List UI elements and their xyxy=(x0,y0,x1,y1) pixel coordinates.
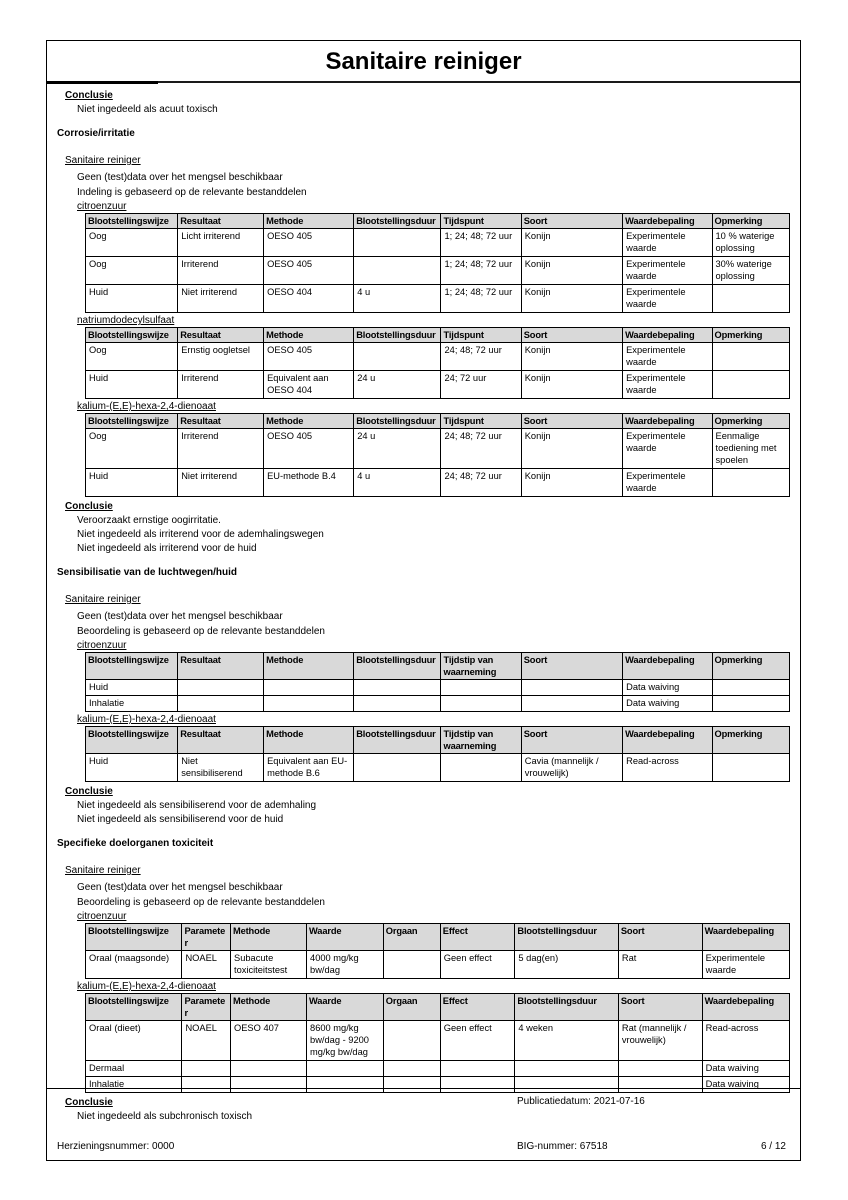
product-name: Sanitaire reiniger xyxy=(65,155,141,166)
section-heading-doelorganen: Specifieke doelorganen toxiciteit xyxy=(57,838,214,849)
table-cell: Huid xyxy=(86,469,178,497)
conclusion-line: Niet ingedeeld als subchronisch toxisch xyxy=(77,1111,253,1122)
table-cell: OESO 407 xyxy=(231,1021,307,1061)
conclusion-line: Niet ingedeeld als sensibiliserend voor de huid xyxy=(77,814,284,825)
table-cell: Konijn xyxy=(521,229,622,257)
conclusion-heading: Conclusie xyxy=(65,501,113,512)
column-header: Waardebepaling xyxy=(623,214,712,229)
column-header: Orgaan xyxy=(383,994,440,1021)
table-cell: Data waiving xyxy=(702,1061,789,1077)
table-cell: Dermaal xyxy=(86,1061,182,1077)
table-row xyxy=(86,229,790,257)
note-line: Beoordeling is gebaseerd op de relevante bestanddelen xyxy=(77,626,325,637)
table-cell xyxy=(712,680,789,696)
table-cell: Niet irriterend xyxy=(178,469,264,497)
column-header: Tijdspunt xyxy=(441,414,521,429)
footer-big-number: BIG-nummer: 67518 xyxy=(517,1141,608,1152)
component-name-natriumdodecylsulfaat: natriumdodecylsulfaat xyxy=(77,315,175,326)
column-header: Waardebepaling xyxy=(702,924,789,951)
toxicity-table xyxy=(85,213,790,313)
column-header: Blootstellingsduur xyxy=(515,994,618,1021)
table-cell: 24; 72 uur xyxy=(441,371,521,399)
title-band xyxy=(47,41,800,83)
table-cell: 8600 mg/kg bw/dag - 9200 mg/kg bw/dag xyxy=(307,1021,384,1061)
table-cell: EU-methode B.4 xyxy=(264,469,354,497)
table-cell: Experimentele waarde xyxy=(702,951,789,979)
table-cell: Konijn xyxy=(521,285,622,313)
note-line: Geen (test)data over het mengsel beschikbaar xyxy=(77,882,283,893)
column-header: Opmerking xyxy=(712,328,789,343)
table-cell: OESO 405 xyxy=(264,257,354,285)
column-header: Blootstellingswijze xyxy=(86,924,182,951)
table-cell xyxy=(712,285,789,313)
table-cell xyxy=(712,696,789,712)
column-header: Opmerking xyxy=(712,214,789,229)
table-cell: Experimentele waarde xyxy=(623,469,712,497)
table-cell xyxy=(354,343,441,371)
table-row xyxy=(86,1061,790,1077)
conclusion-line: Niet ingedeeld als irriterend voor de ademhalingswegen xyxy=(77,529,324,540)
conclusion-line: Veroorzaakt ernstige oogirritatie. xyxy=(77,515,221,526)
column-header: Methode xyxy=(231,994,307,1021)
table-cell: 24; 48; 72 uur xyxy=(441,343,521,371)
table-cell: Irriterend xyxy=(178,371,264,399)
table-cell xyxy=(618,1061,702,1077)
table-header-row xyxy=(86,328,790,343)
table-cell: Geen effect xyxy=(440,951,515,979)
product-name: Sanitaire reiniger xyxy=(65,865,141,876)
table-cell: Oog xyxy=(86,257,178,285)
table-cell xyxy=(178,680,264,696)
column-header: Blootstellingswijze xyxy=(86,214,178,229)
table-cell: 24; 48; 72 uur xyxy=(441,469,521,497)
table-cell xyxy=(712,469,789,497)
note-line: Beoordeling is gebaseerd op de relevante bestanddelen xyxy=(77,897,325,908)
table-cell xyxy=(354,754,441,782)
table-cell xyxy=(441,680,521,696)
component-name-citroenzuur: citroenzuur xyxy=(77,911,127,922)
column-header: Blootstellingsduur xyxy=(354,727,441,754)
note-line: Geen (test)data over het mengsel beschikbaar xyxy=(77,611,283,622)
table-cell: 24; 48; 72 uur xyxy=(441,429,521,469)
column-header: Parameter xyxy=(182,924,231,951)
toxicity-table xyxy=(85,327,790,399)
table-cell: Experimentele waarde xyxy=(623,371,712,399)
conclusion-heading: Conclusie xyxy=(65,90,113,101)
table-cell: Experimentele waarde xyxy=(623,285,712,313)
conclusion-heading: Conclusie xyxy=(65,786,113,797)
table-cell: Inhalatie xyxy=(86,696,178,712)
table-cell: Niet sensibiliserend xyxy=(178,754,264,782)
table-header-row xyxy=(86,727,790,754)
table-cell: Niet irriterend xyxy=(178,285,264,313)
table-cell: OESO 405 xyxy=(264,343,354,371)
table-cell: Experimentele waarde xyxy=(623,257,712,285)
table-cell xyxy=(231,1061,307,1077)
table-cell: OESO 405 xyxy=(264,229,354,257)
table-cell xyxy=(521,680,622,696)
table-cell: Oog xyxy=(86,429,178,469)
table-cell: Eenmalige toediening met spoelen xyxy=(712,429,789,469)
toxicity-table xyxy=(85,726,790,782)
column-header: Blootstellingswijze xyxy=(86,328,178,343)
column-header: Orgaan xyxy=(383,924,440,951)
table-cell: 30% waterige oplossing xyxy=(712,257,789,285)
column-header: Waarde xyxy=(307,924,384,951)
section-heading-sensibilisatie: Sensibilisatie van de luchtwegen/huid xyxy=(57,567,238,578)
column-header: Soort xyxy=(521,653,622,680)
table-cell xyxy=(264,680,354,696)
table-cell: Oraal (maagsonde) xyxy=(86,951,182,979)
table-cell: Data waiving xyxy=(702,1077,789,1093)
table-cell: Rat xyxy=(618,951,702,979)
column-header: Methode xyxy=(264,328,354,343)
page-footer xyxy=(47,1088,800,1160)
table-cell: Read-across xyxy=(623,754,712,782)
column-header: Effect xyxy=(440,994,515,1021)
table-cell: 4000 mg/kg bw/dag xyxy=(307,951,384,979)
table-cell: Experimentele waarde xyxy=(623,429,712,469)
table-cell: Huid xyxy=(86,371,178,399)
table-row xyxy=(86,754,790,782)
table-row xyxy=(86,285,790,313)
column-header: Resultaat xyxy=(178,414,264,429)
table-cell: Licht irriterend xyxy=(178,229,264,257)
table-cell: Equivalent aan OESO 404 xyxy=(264,371,354,399)
table-cell xyxy=(383,951,440,979)
table-cell: 24 u xyxy=(354,429,441,469)
table-cell xyxy=(307,1061,384,1077)
column-header: Resultaat xyxy=(178,727,264,754)
table-cell xyxy=(440,1061,515,1077)
column-header: Blootstellingsduur xyxy=(354,328,441,343)
table-cell: OESO 404 xyxy=(264,285,354,313)
table-cell: Konijn xyxy=(521,371,622,399)
table-cell: Huid xyxy=(86,680,178,696)
toxicity-table xyxy=(85,993,790,1093)
column-header: Methode xyxy=(264,653,354,680)
component-name-citroenzuur: citroenzuur xyxy=(77,640,127,651)
conclusion-line: Niet ingedeeld als irriterend voor de huid xyxy=(77,543,257,554)
table-cell: Konijn xyxy=(521,469,622,497)
table-cell xyxy=(383,1021,440,1061)
conclusion-line: Niet ingedeeld als acuut toxisch xyxy=(77,104,218,115)
column-header: Resultaat xyxy=(178,214,264,229)
column-header: Opmerking xyxy=(712,727,789,754)
table-cell: Ernstig oogletsel xyxy=(178,343,264,371)
table-cell xyxy=(182,1061,231,1077)
column-header: Blootstellingswijze xyxy=(86,994,182,1021)
table-cell: Data waiving xyxy=(623,696,712,712)
column-header: Blootstellingsduur xyxy=(515,924,618,951)
column-header: Blootstellingswijze xyxy=(86,414,178,429)
table-cell xyxy=(515,1061,618,1077)
table-row xyxy=(86,951,790,979)
table-cell: Konijn xyxy=(521,343,622,371)
table-cell: 24 u xyxy=(354,371,441,399)
table-cell xyxy=(383,1061,440,1077)
table-row xyxy=(86,680,790,696)
column-header: Waardebepaling xyxy=(623,653,712,680)
table-cell: 1; 24; 48; 72 uur xyxy=(441,257,521,285)
note-line: Indeling is gebaseerd op de relevante bestanddelen xyxy=(77,187,307,198)
column-header: Methode xyxy=(264,414,354,429)
table-cell: OESO 405 xyxy=(264,429,354,469)
column-header: Methode xyxy=(264,214,354,229)
table-cell: 1; 24; 48; 72 uur xyxy=(441,285,521,313)
table-cell xyxy=(354,696,441,712)
document-content xyxy=(47,83,800,1123)
column-header: Methode xyxy=(264,727,354,754)
table-header-row xyxy=(86,414,790,429)
table-cell: Equivalent aan EU-methode B.6 xyxy=(264,754,354,782)
table-cell: 4 u xyxy=(354,469,441,497)
component-name-kalium: kalium-(E,E)-hexa-2,4-dienoaat xyxy=(77,401,216,412)
page-title: Sanitaire reiniger xyxy=(325,48,522,75)
column-header: Soort xyxy=(521,214,622,229)
footer-revision-number: Herzieningsnummer: 0000 xyxy=(57,1141,175,1152)
table-header-row xyxy=(86,653,790,680)
table-cell xyxy=(521,696,622,712)
table-row xyxy=(86,1021,790,1061)
column-header: Parameter xyxy=(182,994,231,1021)
table-cell: Konijn xyxy=(521,429,622,469)
column-header: Waardebepaling xyxy=(623,727,712,754)
table-header-row xyxy=(86,924,790,951)
column-header: Soort xyxy=(521,727,622,754)
column-header: Tijdspunt xyxy=(441,214,521,229)
table-cell: Experimentele waarde xyxy=(623,229,712,257)
column-header: Tijdspunt xyxy=(441,328,521,343)
column-header: Waardebepaling xyxy=(623,328,712,343)
column-header: Methode xyxy=(231,924,307,951)
column-header: Waardebepaling xyxy=(623,414,712,429)
table-cell: 10 % waterige oplossing xyxy=(712,229,789,257)
table-cell xyxy=(354,680,441,696)
table-cell xyxy=(178,696,264,712)
conclusion-heading: Conclusie xyxy=(65,1097,113,1108)
document-page xyxy=(46,40,801,1161)
table-cell: Irriterend xyxy=(178,429,264,469)
table-cell: Subacute toxiciteitstest xyxy=(231,951,307,979)
column-header: Blootstellingsduur xyxy=(354,414,441,429)
column-header: Soort xyxy=(521,414,622,429)
table-cell: Inhalatie xyxy=(86,1077,182,1093)
table-cell xyxy=(712,754,789,782)
table-row xyxy=(86,257,790,285)
column-header: Blootstellingsduur xyxy=(354,653,441,680)
section-heading-corrosie: Corrosie/irritatie xyxy=(57,128,135,139)
component-name-citroenzuur: citroenzuur xyxy=(77,201,127,212)
column-header: Soort xyxy=(618,924,702,951)
table-cell: Huid xyxy=(86,285,178,313)
table-cell xyxy=(441,754,521,782)
footer-publication-date: Publicatiedatum: 2021-07-16 xyxy=(517,1096,645,1107)
column-header: Tijdstip van waarneming xyxy=(441,653,521,680)
table-cell: 1; 24; 48; 72 uur xyxy=(441,229,521,257)
product-name: Sanitaire reiniger xyxy=(65,594,141,605)
table-row xyxy=(86,371,790,399)
table-row xyxy=(86,429,790,469)
toxicity-table xyxy=(85,652,790,712)
table-cell: 4 weken xyxy=(515,1021,618,1061)
column-header: Waardebepaling xyxy=(702,994,789,1021)
footer-page-indicator: 6 / 12 xyxy=(760,1141,786,1152)
column-header: Blootstellingswijze xyxy=(86,727,178,754)
table-cell: Experimentele waarde xyxy=(623,343,712,371)
divider-accent xyxy=(46,81,158,84)
column-header: Soort xyxy=(521,328,622,343)
table-cell xyxy=(354,257,441,285)
table-cell: Oog xyxy=(86,229,178,257)
table-header-row xyxy=(86,214,790,229)
column-header: Blootstellingsduur xyxy=(354,214,441,229)
table-cell: NOAEL xyxy=(182,951,231,979)
table-cell: Oraal (dieet) xyxy=(86,1021,182,1061)
table-cell: Geen effect xyxy=(440,1021,515,1061)
column-header: Resultaat xyxy=(178,328,264,343)
table-cell xyxy=(264,696,354,712)
table-row xyxy=(86,343,790,371)
column-header: Blootstellingswijze xyxy=(86,653,178,680)
table-cell: NOAEL xyxy=(182,1021,231,1061)
table-cell: Data waiving xyxy=(623,680,712,696)
column-header: Tijdstip van waarneming xyxy=(441,727,521,754)
table-cell: Oog xyxy=(86,343,178,371)
table-cell: Irriterend xyxy=(178,257,264,285)
table-cell xyxy=(712,343,789,371)
table-row xyxy=(86,696,790,712)
column-header: Opmerking xyxy=(712,653,789,680)
toxicity-table xyxy=(85,413,790,497)
table-cell: 4 u xyxy=(354,285,441,313)
column-header: Opmerking xyxy=(712,414,789,429)
table-cell: Cavia (mannelijk / vrouwelijk) xyxy=(521,754,622,782)
conclusion-line: Niet ingedeeld als sensibiliserend voor de ademhaling xyxy=(77,800,317,811)
table-cell xyxy=(354,229,441,257)
table-cell: Konijn xyxy=(521,257,622,285)
table-cell: Huid xyxy=(86,754,178,782)
table-cell: 5 dag(en) xyxy=(515,951,618,979)
note-line: Geen (test)data over het mengsel beschikbaar xyxy=(77,172,283,183)
column-header: Waarde xyxy=(307,994,384,1021)
table-cell xyxy=(441,696,521,712)
table-cell: Read-across xyxy=(702,1021,789,1061)
table-header-row xyxy=(86,994,790,1021)
column-header: Resultaat xyxy=(178,653,264,680)
table-cell xyxy=(712,371,789,399)
table-cell: Rat (mannelijk / vrouwelijk) xyxy=(618,1021,702,1061)
column-header: Soort xyxy=(618,994,702,1021)
component-name-kalium: kalium-(E,E)-hexa-2,4-dienoaat xyxy=(77,981,216,992)
component-name-kalium: kalium-(E,E)-hexa-2,4-dienoaat xyxy=(77,714,216,725)
table-row xyxy=(86,469,790,497)
toxicity-table xyxy=(85,923,790,979)
column-header: Effect xyxy=(440,924,515,951)
